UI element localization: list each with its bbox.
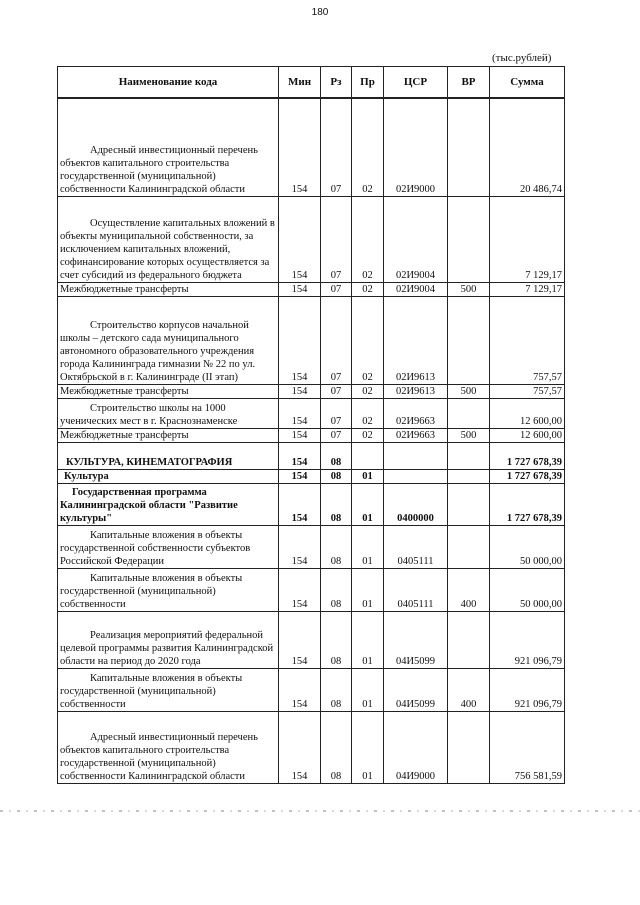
- row-pr: [352, 442, 384, 469]
- row-vr: [448, 398, 490, 428]
- row-csr: 0400000: [384, 483, 448, 525]
- table-row: [58, 196, 565, 282]
- table-row: [58, 442, 565, 469]
- row-vr: 500: [448, 384, 490, 398]
- row-rz: 08: [321, 711, 352, 783]
- table-row: [58, 398, 565, 428]
- table-row: [58, 428, 565, 442]
- row-name: Осуществление капитальных вложений в объекты муниципальной собственности, за исключением капитальных вложений, софинансирование которых осуществляется за счет субсидий из федерального бюджета: [58, 196, 279, 282]
- row-min: 154: [279, 469, 321, 483]
- table-row: [58, 611, 565, 668]
- row-min: 154: [279, 296, 321, 384]
- row-rz: 08: [321, 442, 352, 469]
- row-sum: 50 000,00: [490, 525, 565, 568]
- row-name: Межбюджетные трансферты: [58, 428, 279, 442]
- row-rz: 08: [321, 469, 352, 483]
- row-csr: 04И9000: [384, 711, 448, 783]
- row-sum: 757,57: [490, 296, 565, 384]
- row-sum: 20 486,74: [490, 98, 565, 196]
- row-csr: 02И9004: [384, 282, 448, 296]
- row-sum: 1 727 678,39: [490, 483, 565, 525]
- row-name: Строительство корпусов начальной школы – детского сада муниципального автономного образовательного учреждения города Калининграда гимназии № 22 по ул. Октябрьской в г. Калининграде (II этап): [58, 296, 279, 384]
- table-row: [58, 568, 565, 611]
- row-vr: [448, 711, 490, 783]
- row-vr: [448, 525, 490, 568]
- row-name: Государственная программа Калининградской области "Развитие культуры": [58, 483, 279, 525]
- row-rz: 07: [321, 282, 352, 296]
- row-name: Межбюджетные трансферты: [58, 282, 279, 296]
- row-rz: 07: [321, 428, 352, 442]
- row-rz: 08: [321, 668, 352, 711]
- row-name: Капитальные вложения в объекты государственной (муниципальной) собственности: [58, 568, 279, 611]
- row-name: Капитальные вложения в объекты государственной (муниципальной) собственности: [58, 668, 279, 711]
- table-header-row: [58, 67, 565, 99]
- row-rz: 07: [321, 296, 352, 384]
- row-pr: 01: [352, 568, 384, 611]
- row-sum: 921 096,79: [490, 668, 565, 711]
- row-csr: [384, 442, 448, 469]
- row-min: 154: [279, 711, 321, 783]
- row-sum: 921 096,79: [490, 611, 565, 668]
- table-row: [58, 384, 565, 398]
- row-rz: 07: [321, 384, 352, 398]
- scan-artifact-line: [0, 810, 640, 812]
- row-sum: 1 727 678,39: [490, 469, 565, 483]
- row-sum: 756 581,59: [490, 711, 565, 783]
- row-csr: 04И5099: [384, 668, 448, 711]
- row-pr: 02: [352, 98, 384, 196]
- row-min: 154: [279, 442, 321, 469]
- row-min: 154: [279, 98, 321, 196]
- row-csr: 02И9663: [384, 398, 448, 428]
- row-sum: 7 129,17: [490, 196, 565, 282]
- header-rz: Рз: [321, 67, 352, 99]
- units-label: (тыс.рублей): [492, 52, 552, 64]
- header-min: Мин: [279, 67, 321, 99]
- row-vr: [448, 196, 490, 282]
- row-sum: 1 727 678,39: [490, 442, 565, 469]
- row-sum: 757,57: [490, 384, 565, 398]
- row-vr: [448, 469, 490, 483]
- row-vr: [448, 611, 490, 668]
- table-row: [58, 296, 565, 384]
- row-name: Межбюджетные трансферты: [58, 384, 279, 398]
- row-name: Культура: [58, 469, 279, 483]
- row-csr: [384, 469, 448, 483]
- row-sum: 12 600,00: [490, 428, 565, 442]
- row-pr: 02: [352, 398, 384, 428]
- table-row: [58, 525, 565, 568]
- table-row: [58, 469, 565, 483]
- row-sum: 12 600,00: [490, 398, 565, 428]
- table-row: [58, 98, 565, 196]
- row-vr: [448, 98, 490, 196]
- row-csr: 02И9004: [384, 196, 448, 282]
- row-pr: 02: [352, 384, 384, 398]
- table-row: [58, 483, 565, 525]
- row-name: Строительство школы на 1000 ученических мест в г. Краснознаменске: [58, 398, 279, 428]
- row-pr: 01: [352, 525, 384, 568]
- row-rz: 08: [321, 483, 352, 525]
- row-csr: 02И9613: [384, 384, 448, 398]
- row-csr: 02И9613: [384, 296, 448, 384]
- row-csr: 02И9000: [384, 98, 448, 196]
- page-number: 180: [311, 7, 329, 18]
- row-rz: 08: [321, 611, 352, 668]
- row-pr: 01: [352, 483, 384, 525]
- row-vr: 500: [448, 282, 490, 296]
- row-min: 154: [279, 196, 321, 282]
- row-csr: 0405111: [384, 525, 448, 568]
- row-pr: 01: [352, 668, 384, 711]
- row-name: Адресный инвестиционный перечень объектов капитального строительства государственной (муниципальной) собственности Калининградской области: [58, 711, 279, 783]
- row-pr: 01: [352, 611, 384, 668]
- row-rz: 07: [321, 98, 352, 196]
- table-row: [58, 711, 565, 783]
- row-min: 154: [279, 483, 321, 525]
- row-vr: 400: [448, 668, 490, 711]
- row-min: 154: [279, 568, 321, 611]
- row-pr: 02: [352, 282, 384, 296]
- row-pr: 01: [352, 711, 384, 783]
- row-vr: 500: [448, 428, 490, 442]
- row-name: КУЛЬТУРА, КИНЕМАТОГРАФИЯ: [58, 442, 279, 469]
- row-name: Реализация мероприятий федеральной целевой программы развития Калининградской области на период до 2020 года: [58, 611, 279, 668]
- row-min: 154: [279, 384, 321, 398]
- row-min: 154: [279, 398, 321, 428]
- header-sum: Сумма: [490, 67, 565, 99]
- row-min: 154: [279, 668, 321, 711]
- row-min: 154: [279, 428, 321, 442]
- row-csr: 0405111: [384, 568, 448, 611]
- header-pr: Пр: [352, 67, 384, 99]
- row-pr: 01: [352, 469, 384, 483]
- row-vr: [448, 483, 490, 525]
- row-rz: 07: [321, 398, 352, 428]
- row-min: 154: [279, 282, 321, 296]
- header-csr: ЦСР: [384, 67, 448, 99]
- table-row: [58, 282, 565, 296]
- row-name: Капитальные вложения в объекты государственной собственности субъектов Российской Федерации: [58, 525, 279, 568]
- row-rz: 08: [321, 525, 352, 568]
- table-row: [58, 668, 565, 711]
- row-min: 154: [279, 611, 321, 668]
- row-pr: 02: [352, 196, 384, 282]
- budget-table: [57, 66, 565, 784]
- row-vr: 400: [448, 568, 490, 611]
- row-csr: 02И9663: [384, 428, 448, 442]
- row-min: 154: [279, 525, 321, 568]
- row-sum: 7 129,17: [490, 282, 565, 296]
- row-csr: 04И5099: [384, 611, 448, 668]
- row-vr: [448, 296, 490, 384]
- row-vr: [448, 442, 490, 469]
- row-rz: 07: [321, 196, 352, 282]
- header-name: Наименование кода: [58, 67, 279, 99]
- row-sum: 50 000,00: [490, 568, 565, 611]
- row-pr: 02: [352, 428, 384, 442]
- row-rz: 08: [321, 568, 352, 611]
- row-pr: 02: [352, 296, 384, 384]
- header-vr: ВР: [448, 67, 490, 99]
- row-name: Адресный инвестиционный перечень объектов капитального строительства государственной (муниципальной) собственности Калининградской области: [58, 98, 279, 196]
